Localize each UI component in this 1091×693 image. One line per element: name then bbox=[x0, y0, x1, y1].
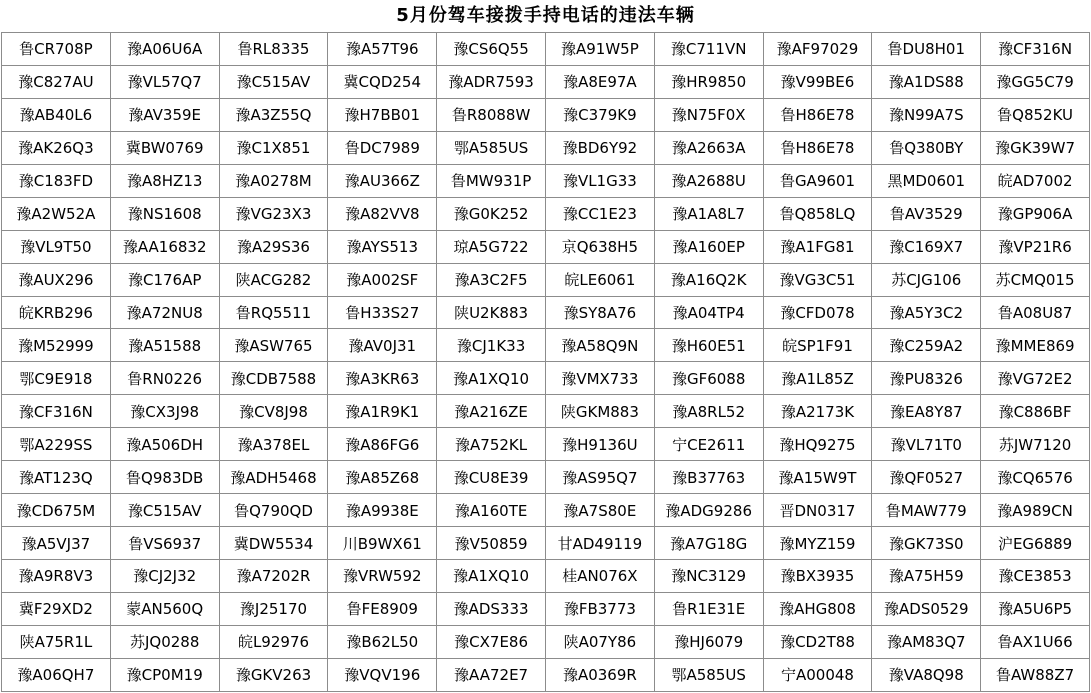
plate-cell[interactable]: 豫J25170 bbox=[219, 592, 328, 625]
plate-cell[interactable]: 豫A506DH bbox=[110, 428, 219, 461]
plate-cell[interactable]: 豫B37763 bbox=[654, 461, 763, 494]
plate-cell[interactable]: 豫A2W52A bbox=[2, 197, 111, 230]
plate-cell[interactable]: 豫A2663A bbox=[654, 131, 763, 164]
plate-cell[interactable]: 豫B62L50 bbox=[328, 625, 437, 658]
plate-cell[interactable]: 豫A3KR63 bbox=[328, 362, 437, 395]
plate-cell[interactable]: 鲁R8088W bbox=[437, 98, 546, 131]
plate-cell[interactable]: 豫ADS333 bbox=[437, 592, 546, 625]
plate-cell[interactable]: 豫AUX296 bbox=[2, 263, 111, 296]
plate-cell[interactable]: 豫A5U6P5 bbox=[981, 592, 1090, 625]
plate-cell[interactable]: 豫PU8326 bbox=[872, 362, 981, 395]
plate-cell[interactable]: 豫A72NU8 bbox=[110, 296, 219, 329]
plate-cell[interactable]: 豫ADR7593 bbox=[437, 65, 546, 98]
plate-cell[interactable]: 鲁GA9601 bbox=[763, 164, 872, 197]
table-row bbox=[2, 658, 1090, 691]
plate-cell[interactable]: 豫AF97029 bbox=[763, 33, 872, 66]
plate-cell[interactable]: 豫MYZ159 bbox=[763, 527, 872, 560]
plate-cell[interactable]: 宁CE2611 bbox=[654, 428, 763, 461]
table-row bbox=[2, 428, 1090, 461]
plate-cell[interactable]: 豫BD6Y92 bbox=[545, 131, 654, 164]
plate-cell[interactable]: 豫CDB7588 bbox=[219, 362, 328, 395]
plate-cell[interactable]: 桂AN076X bbox=[545, 560, 654, 593]
plate-cell[interactable]: 陕GKM883 bbox=[545, 395, 654, 428]
table-row bbox=[2, 131, 1090, 164]
plate-cell[interactable]: 豫CC1E23 bbox=[545, 197, 654, 230]
plate-cell[interactable]: 沪EG6889 bbox=[981, 527, 1090, 560]
plate-cell[interactable]: 豫VMX733 bbox=[545, 362, 654, 395]
plate-cell[interactable]: 鲁RQ5511 bbox=[219, 296, 328, 329]
plate-cell[interactable]: 豫NC3129 bbox=[654, 560, 763, 593]
plate-cell[interactable]: 陕U2K883 bbox=[437, 296, 546, 329]
plate-cell[interactable]: 豫A8HZ13 bbox=[110, 164, 219, 197]
plate-cell[interactable]: 豫A51588 bbox=[110, 329, 219, 362]
plate-cell[interactable]: 豫CX3J98 bbox=[110, 395, 219, 428]
plate-cell[interactable]: 豫ASW765 bbox=[219, 329, 328, 362]
plate-cell[interactable]: 陕ACG282 bbox=[219, 263, 328, 296]
plate-cell[interactable]: 豫C176AP bbox=[110, 263, 219, 296]
plate-cell[interactable]: 鲁CR708P bbox=[2, 33, 111, 66]
plate-cell[interactable]: 苏CJG106 bbox=[872, 263, 981, 296]
plate-cell[interactable]: 豫A3C2F5 bbox=[437, 263, 546, 296]
plate-cell[interactable]: 豫A160TE bbox=[437, 494, 546, 527]
plate-cell[interactable]: 鄂A229SS bbox=[2, 428, 111, 461]
plates-table-body bbox=[2, 33, 1090, 692]
plate-cell[interactable]: 豫A989CN bbox=[981, 494, 1090, 527]
plate-cell[interactable]: 鲁FE8909 bbox=[328, 592, 437, 625]
plate-cell[interactable]: 豫BX3935 bbox=[763, 560, 872, 593]
plate-cell[interactable]: 豫A378EL bbox=[219, 428, 328, 461]
plate-cell[interactable]: 豫VA8Q98 bbox=[872, 658, 981, 691]
plate-cell[interactable]: 豫VL1G33 bbox=[545, 164, 654, 197]
plate-cell[interactable]: 豫C827AU bbox=[2, 65, 111, 98]
plate-cell[interactable]: 鲁Q852KU bbox=[981, 98, 1090, 131]
table-row bbox=[2, 164, 1090, 197]
plate-cell[interactable]: 豫A0278M bbox=[219, 164, 328, 197]
table-row bbox=[2, 98, 1090, 131]
plate-cell[interactable]: 豫A3Z55Q bbox=[219, 98, 328, 131]
table-row bbox=[2, 65, 1090, 98]
plate-cell[interactable]: 豫CX7E86 bbox=[437, 625, 546, 658]
plate-cell[interactable]: 鄂A585US bbox=[654, 658, 763, 691]
table-row bbox=[2, 461, 1090, 494]
plate-cell[interactable]: 鲁MW931P bbox=[437, 164, 546, 197]
plate-cell[interactable]: 豫FB3773 bbox=[545, 592, 654, 625]
plate-cell[interactable]: 豫CD2T88 bbox=[763, 625, 872, 658]
plate-cell[interactable]: 豫A1XQ10 bbox=[437, 560, 546, 593]
plate-cell[interactable]: 晋DN0317 bbox=[763, 494, 872, 527]
plate-cell[interactable]: 皖AD7002 bbox=[981, 164, 1090, 197]
plate-cell[interactable]: 豫A57T96 bbox=[328, 33, 437, 66]
plate-cell[interactable]: 豫VL57Q7 bbox=[110, 65, 219, 98]
plate-cell[interactable]: 豫GP906A bbox=[981, 197, 1090, 230]
plate-cell[interactable]: 豫CF316N bbox=[2, 395, 111, 428]
plate-cell[interactable]: 豫C169X7 bbox=[872, 230, 981, 263]
plate-cell[interactable]: 豫A2688U bbox=[654, 164, 763, 197]
plate-cell[interactable]: 豫A8RL52 bbox=[654, 395, 763, 428]
table-row bbox=[2, 33, 1090, 66]
plate-cell[interactable]: 豫V50859 bbox=[437, 527, 546, 560]
table-row bbox=[2, 592, 1090, 625]
plate-cell[interactable]: 鄂A585US bbox=[437, 131, 546, 164]
plate-cell[interactable]: 鲁Q790QD bbox=[219, 494, 328, 527]
plate-cell[interactable]: 豫A9R8V3 bbox=[2, 560, 111, 593]
plate-cell[interactable]: 豫A16Q2K bbox=[654, 263, 763, 296]
plate-cell[interactable]: 豫N75F0X bbox=[654, 98, 763, 131]
plate-cell[interactable]: 豫A86FG6 bbox=[328, 428, 437, 461]
plate-cell[interactable]: 豫A58Q9N bbox=[545, 329, 654, 362]
plate-cell[interactable]: 皖KRB296 bbox=[2, 296, 111, 329]
plate-cell[interactable]: 豫A85Z68 bbox=[328, 461, 437, 494]
plate-cell[interactable]: 琼A5G722 bbox=[437, 230, 546, 263]
plate-cell[interactable]: 豫A160EP bbox=[654, 230, 763, 263]
table-row bbox=[2, 197, 1090, 230]
plate-cell[interactable]: 豫N99A7S bbox=[872, 98, 981, 131]
plate-cell[interactable]: 鲁A08U87 bbox=[981, 296, 1090, 329]
plate-cell[interactable]: 豫C711VN bbox=[654, 33, 763, 66]
plate-cell[interactable]: 豫A8E97A bbox=[545, 65, 654, 98]
plate-cell[interactable]: 鲁DU8H01 bbox=[872, 33, 981, 66]
plate-cell[interactable]: 豫A1XQ10 bbox=[437, 362, 546, 395]
plate-cell[interactable]: 豫A1R9K1 bbox=[328, 395, 437, 428]
plate-cell[interactable]: 豫HR9850 bbox=[654, 65, 763, 98]
plate-cell[interactable]: 鲁Q983DB bbox=[110, 461, 219, 494]
table-row bbox=[2, 560, 1090, 593]
plate-cell[interactable]: 川B9WX61 bbox=[328, 527, 437, 560]
plate-cell[interactable]: 豫HJ6079 bbox=[654, 625, 763, 658]
plate-cell[interactable]: 豫CF316N bbox=[981, 33, 1090, 66]
plate-cell[interactable]: 豫A7202R bbox=[219, 560, 328, 593]
plate-cell[interactable]: 鲁DC7989 bbox=[328, 131, 437, 164]
plate-cell[interactable]: 豫M52999 bbox=[2, 329, 111, 362]
plate-cell[interactable]: 豫GK73S0 bbox=[872, 527, 981, 560]
plate-cell[interactable]: 鲁VS6937 bbox=[110, 527, 219, 560]
plate-cell[interactable]: 豫A2173K bbox=[763, 395, 872, 428]
table-row bbox=[2, 230, 1090, 263]
plate-cell[interactable]: 豫ADH5468 bbox=[219, 461, 328, 494]
plate-cell[interactable]: 豫A5VJ37 bbox=[2, 527, 111, 560]
plate-cell[interactable]: 豫AS95Q7 bbox=[545, 461, 654, 494]
plate-cell[interactable]: 豫A002SF bbox=[328, 263, 437, 296]
plate-cell[interactable]: 豫AV0J31 bbox=[328, 329, 437, 362]
plate-cell[interactable]: 豫A91W5P bbox=[545, 33, 654, 66]
plate-cell[interactable]: 冀CQD254 bbox=[328, 65, 437, 98]
plate-cell[interactable]: 鲁H86E78 bbox=[763, 98, 872, 131]
plate-cell[interactable]: 鲁H86E78 bbox=[763, 131, 872, 164]
plate-cell[interactable]: 冀F29XD2 bbox=[2, 592, 111, 625]
plate-cell[interactable]: 豫A29S36 bbox=[219, 230, 328, 263]
plate-cell[interactable]: 鲁AW88Z7 bbox=[981, 658, 1090, 691]
plate-cell[interactable]: 鲁MAW779 bbox=[872, 494, 981, 527]
plate-cell[interactable]: 豫A04TP4 bbox=[654, 296, 763, 329]
plate-cell[interactable]: 豫A216ZE bbox=[437, 395, 546, 428]
plate-cell[interactable]: 豫C259A2 bbox=[872, 329, 981, 362]
plate-cell[interactable]: 豫C1X851 bbox=[219, 131, 328, 164]
plate-cell[interactable]: 豫H9136U bbox=[545, 428, 654, 461]
plate-cell[interactable]: 豫AYS513 bbox=[328, 230, 437, 263]
plate-cell[interactable]: 鲁R1E31E bbox=[654, 592, 763, 625]
plate-cell[interactable]: 豫QF0527 bbox=[872, 461, 981, 494]
table-row bbox=[2, 494, 1090, 527]
plate-cell[interactable]: 豫AA16832 bbox=[110, 230, 219, 263]
plate-cell[interactable]: 豫VQV196 bbox=[328, 658, 437, 691]
sheet-title: 5月份驾车接拨手持电话的违法车辆 bbox=[396, 5, 695, 26]
plate-cell[interactable]: 豫A1A8L7 bbox=[654, 197, 763, 230]
table-row bbox=[2, 362, 1090, 395]
plate-cell[interactable]: 甘AD49119 bbox=[545, 527, 654, 560]
plate-cell[interactable]: 皖LE6061 bbox=[545, 263, 654, 296]
plate-cell[interactable]: 豫AU366Z bbox=[328, 164, 437, 197]
plate-cell[interactable]: 豫HQ9275 bbox=[763, 428, 872, 461]
plate-cell[interactable]: 陕A07Y86 bbox=[545, 625, 654, 658]
plate-cell[interactable]: 豫CU8E39 bbox=[437, 461, 546, 494]
plate-cell[interactable]: 豫CJ1K33 bbox=[437, 329, 546, 362]
plate-cell[interactable]: 豫A5Y3C2 bbox=[872, 296, 981, 329]
plate-cell[interactable]: 豫CQ6576 bbox=[981, 461, 1090, 494]
plate-cell[interactable]: 皖L92976 bbox=[219, 625, 328, 658]
plate-cell[interactable]: 豫A7S80E bbox=[545, 494, 654, 527]
plate-cell[interactable]: 豫VRW592 bbox=[328, 560, 437, 593]
plate-cell[interactable]: 豫CP0M19 bbox=[110, 658, 219, 691]
plate-cell[interactable]: 豫VP21R6 bbox=[981, 230, 1090, 263]
plate-cell[interactable]: 豫H7BB01 bbox=[328, 98, 437, 131]
plate-cell[interactable]: 黑MD0601 bbox=[872, 164, 981, 197]
plate-cell[interactable]: 豫C515AV bbox=[110, 494, 219, 527]
plate-cell[interactable]: 豫EA8Y87 bbox=[872, 395, 981, 428]
plate-cell[interactable]: 豫CJ2J32 bbox=[110, 560, 219, 593]
plate-cell[interactable]: 鲁Q858LQ bbox=[763, 197, 872, 230]
plate-cell[interactable]: 豫AM83Q7 bbox=[872, 625, 981, 658]
plate-cell[interactable]: 豫CFD078 bbox=[763, 296, 872, 329]
plate-cell[interactable]: 豫AHG808 bbox=[763, 592, 872, 625]
plate-cell[interactable]: 豫CS6Q55 bbox=[437, 33, 546, 66]
plate-cell[interactable]: 豫NS1608 bbox=[110, 197, 219, 230]
plate-cell[interactable]: 豫SY8A76 bbox=[545, 296, 654, 329]
plate-cell[interactable]: 鲁H33S27 bbox=[328, 296, 437, 329]
plate-cell[interactable]: 陕A75R1L bbox=[2, 625, 111, 658]
plate-cell[interactable]: 豫MME869 bbox=[981, 329, 1090, 362]
plate-cell[interactable]: 豫GG5C79 bbox=[981, 65, 1090, 98]
plate-cell[interactable]: 鄂C9E918 bbox=[2, 362, 111, 395]
plate-cell[interactable]: 豫GK39W7 bbox=[981, 131, 1090, 164]
plate-cell[interactable]: 宁A00048 bbox=[763, 658, 872, 691]
plate-cell[interactable]: 豫A752KL bbox=[437, 428, 546, 461]
plate-cell[interactable]: 豫G0K252 bbox=[437, 197, 546, 230]
plate-cell[interactable]: 豫VG23X3 bbox=[219, 197, 328, 230]
plate-cell[interactable]: 豫A7G18G bbox=[654, 527, 763, 560]
plate-cell[interactable]: 冀BW0769 bbox=[110, 131, 219, 164]
plate-cell[interactable]: 蒙AN560Q bbox=[110, 592, 219, 625]
table-row bbox=[2, 329, 1090, 362]
plate-cell[interactable]: 豫C379K9 bbox=[545, 98, 654, 131]
plate-cell[interactable]: 豫GF6088 bbox=[654, 362, 763, 395]
plate-cell[interactable]: 苏JW7120 bbox=[981, 428, 1090, 461]
plate-cell[interactable]: 鲁AX1U66 bbox=[981, 625, 1090, 658]
plate-cell[interactable]: 豫ADS0529 bbox=[872, 592, 981, 625]
table-row bbox=[2, 625, 1090, 658]
plate-cell[interactable]: 豫A9938E bbox=[328, 494, 437, 527]
plate-cell[interactable]: 豫AA72E7 bbox=[437, 658, 546, 691]
plate-cell[interactable]: 豫A1FG81 bbox=[763, 230, 872, 263]
plate-cell[interactable]: 豫VL71T0 bbox=[872, 428, 981, 461]
plate-cell[interactable]: 豫A75H59 bbox=[872, 560, 981, 593]
plate-cell[interactable]: 豫A15W9T bbox=[763, 461, 872, 494]
plate-cell[interactable]: 皖SP1F91 bbox=[763, 329, 872, 362]
table-row bbox=[2, 263, 1090, 296]
plate-cell[interactable]: 京Q638H5 bbox=[545, 230, 654, 263]
table-row bbox=[2, 527, 1090, 560]
violation-plates-table bbox=[1, 32, 1090, 692]
plate-cell[interactable]: 苏CMQ015 bbox=[981, 263, 1090, 296]
plate-cell[interactable]: 豫ADG9286 bbox=[654, 494, 763, 527]
plate-cell[interactable]: 豫VG3C51 bbox=[763, 263, 872, 296]
plate-cell[interactable]: 豫A06QH7 bbox=[2, 658, 111, 691]
plate-cell[interactable]: 鲁AV3529 bbox=[872, 197, 981, 230]
plate-cell[interactable]: 豫VG72E2 bbox=[981, 362, 1090, 395]
plate-cell[interactable]: 豫VL9T50 bbox=[2, 230, 111, 263]
plate-cell[interactable]: 豫C183FD bbox=[2, 164, 111, 197]
plate-cell[interactable]: 豫A1DS88 bbox=[872, 65, 981, 98]
plate-cell[interactable]: 苏JQ0288 bbox=[110, 625, 219, 658]
plate-cell[interactable]: 豫H60E51 bbox=[654, 329, 763, 362]
plate-cell[interactable]: 豫CD675M bbox=[2, 494, 111, 527]
plate-cell[interactable]: 豫CE3853 bbox=[981, 560, 1090, 593]
plate-cell[interactable]: 豫A1L85Z bbox=[763, 362, 872, 395]
plate-cell[interactable]: 鲁RN0226 bbox=[110, 362, 219, 395]
plate-cell[interactable]: 鲁Q380BY bbox=[872, 131, 981, 164]
plate-cell[interactable]: 豫A82VV8 bbox=[328, 197, 437, 230]
plate-cell[interactable]: 豫GKV263 bbox=[219, 658, 328, 691]
plate-cell[interactable]: 冀DW5534 bbox=[219, 527, 328, 560]
plate-cell[interactable]: 豫AT123Q bbox=[2, 461, 111, 494]
plate-cell[interactable]: 豫A06U6A bbox=[110, 33, 219, 66]
plate-cell[interactable]: 豫A0369R bbox=[545, 658, 654, 691]
plate-cell[interactable]: 豫AV359E bbox=[110, 98, 219, 131]
plate-cell[interactable]: 豫V99BE6 bbox=[763, 65, 872, 98]
plate-cell[interactable]: 鲁RL8335 bbox=[219, 33, 328, 66]
table-row bbox=[2, 296, 1090, 329]
table-row bbox=[2, 395, 1090, 428]
plate-cell[interactable]: 豫AB40L6 bbox=[2, 98, 111, 131]
plate-cell[interactable]: 豫CV8J98 bbox=[219, 395, 328, 428]
plate-cell[interactable]: 豫C886BF bbox=[981, 395, 1090, 428]
plate-cell[interactable]: 豫AK26Q3 bbox=[2, 131, 111, 164]
plate-cell[interactable]: 豫C515AV bbox=[219, 65, 328, 98]
